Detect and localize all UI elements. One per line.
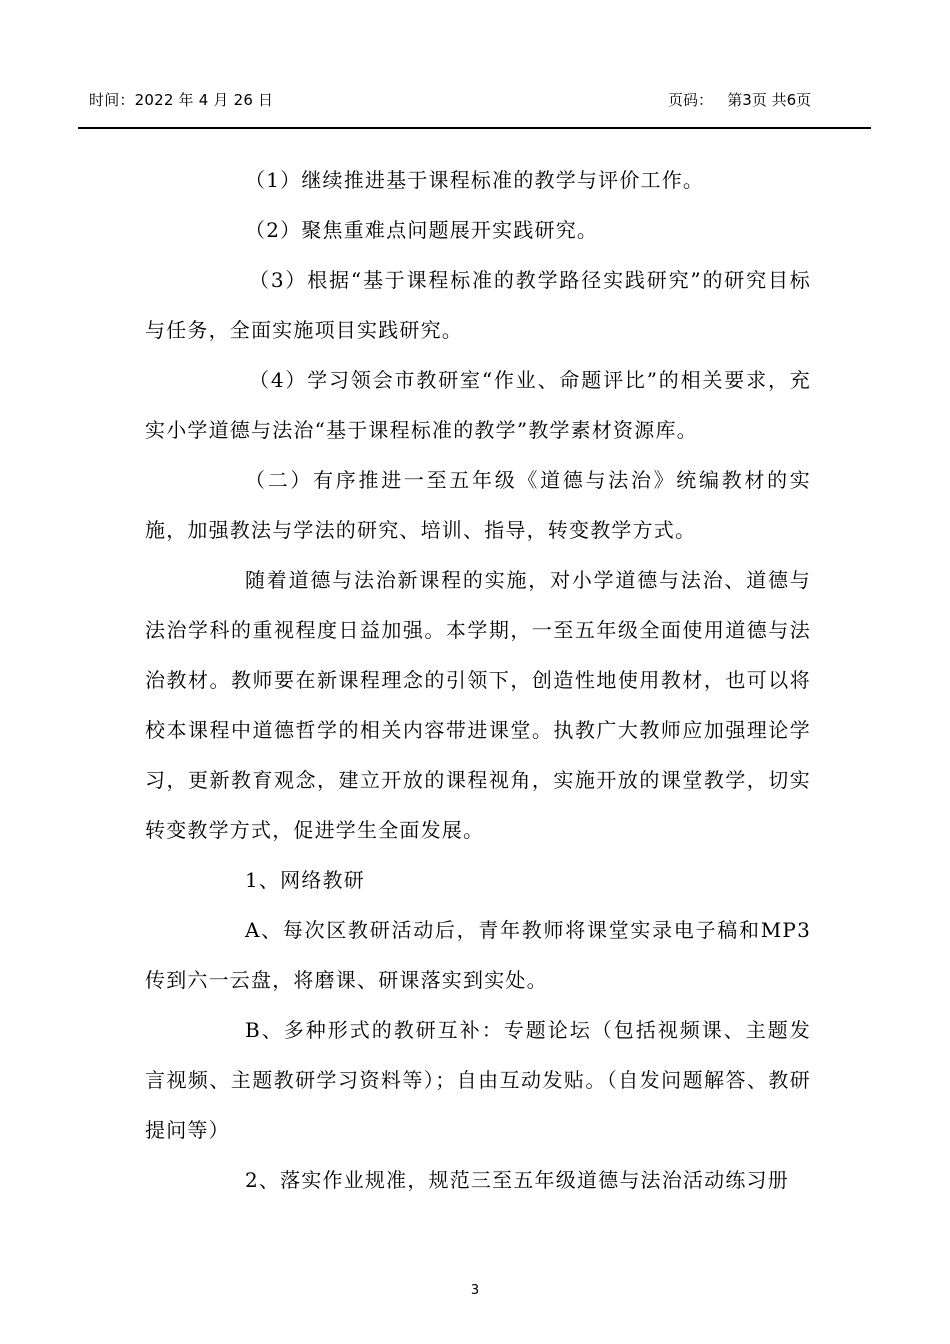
paragraph-body: 随着道德与法治新课程的实施，对小学道德与法治、道德与法治学科的重视程度日益加强。本学期，一至五年级全面使用道德与法治教材。教师要在新课程理念的引领下，创造性地使用教材，也可以将校本课程中道德哲学的相关内容带进课堂。执教广大教师应加强理论学习，更新教育观念，建立开放的课程视角，实施开放的课堂教学，切实转变教学方式，促进学生全面发展。: [145, 568, 811, 842]
header-divider: [78, 127, 871, 129]
page-number: 3: [470, 1283, 480, 1298]
paragraph-item-2: （2）聚焦重难点问题展开实践研究。: [245, 218, 599, 242]
paragraph-item-a: A、每次区教研活动后，青年教师将课堂实录电子稿和MP3传到六一云盘，将磨课、研课落实到实处。: [145, 918, 811, 992]
paragraph-item-4: （4）学习领会市教研室“作业、命题评比”的相关要求，充实小学道德与法治“基于课程标准的教学”教学素材资源库。: [145, 368, 811, 442]
paragraph-item-3: （3）根据“基于课程标准的教学路径实践研究”的研究目标与任务，全面实施项目实践研究。: [145, 268, 811, 342]
paragraph-subheading-network: 1、网络教研: [245, 868, 365, 892]
paragraph-item-b: B、多种形式的教研互补：专题论坛（包括视频课、主题发言视频、主题教研学习资料等）；自由互动发贴。（自发问题解答、教研提问等）: [145, 1018, 811, 1142]
paragraph-subheading-homework: 2、落实作业规准，规范三至五年级道德与法治活动练习册: [245, 1168, 789, 1192]
header-page-info: 页码： 第3页 共6页: [668, 91, 812, 109]
paragraph-section-2: （二）有序推进一至五年级《道德与法治》统编教材的实施，加强教法与学法的研究、培训、指导，转变教学方式。: [145, 468, 811, 542]
document-body: [145, 155, 811, 1205]
paragraph-item-1: （1）继续推进基于课程标准的教学与评价工作。: [245, 168, 705, 192]
header-date: 时间：2022 年 4 月 26 日: [89, 91, 274, 109]
